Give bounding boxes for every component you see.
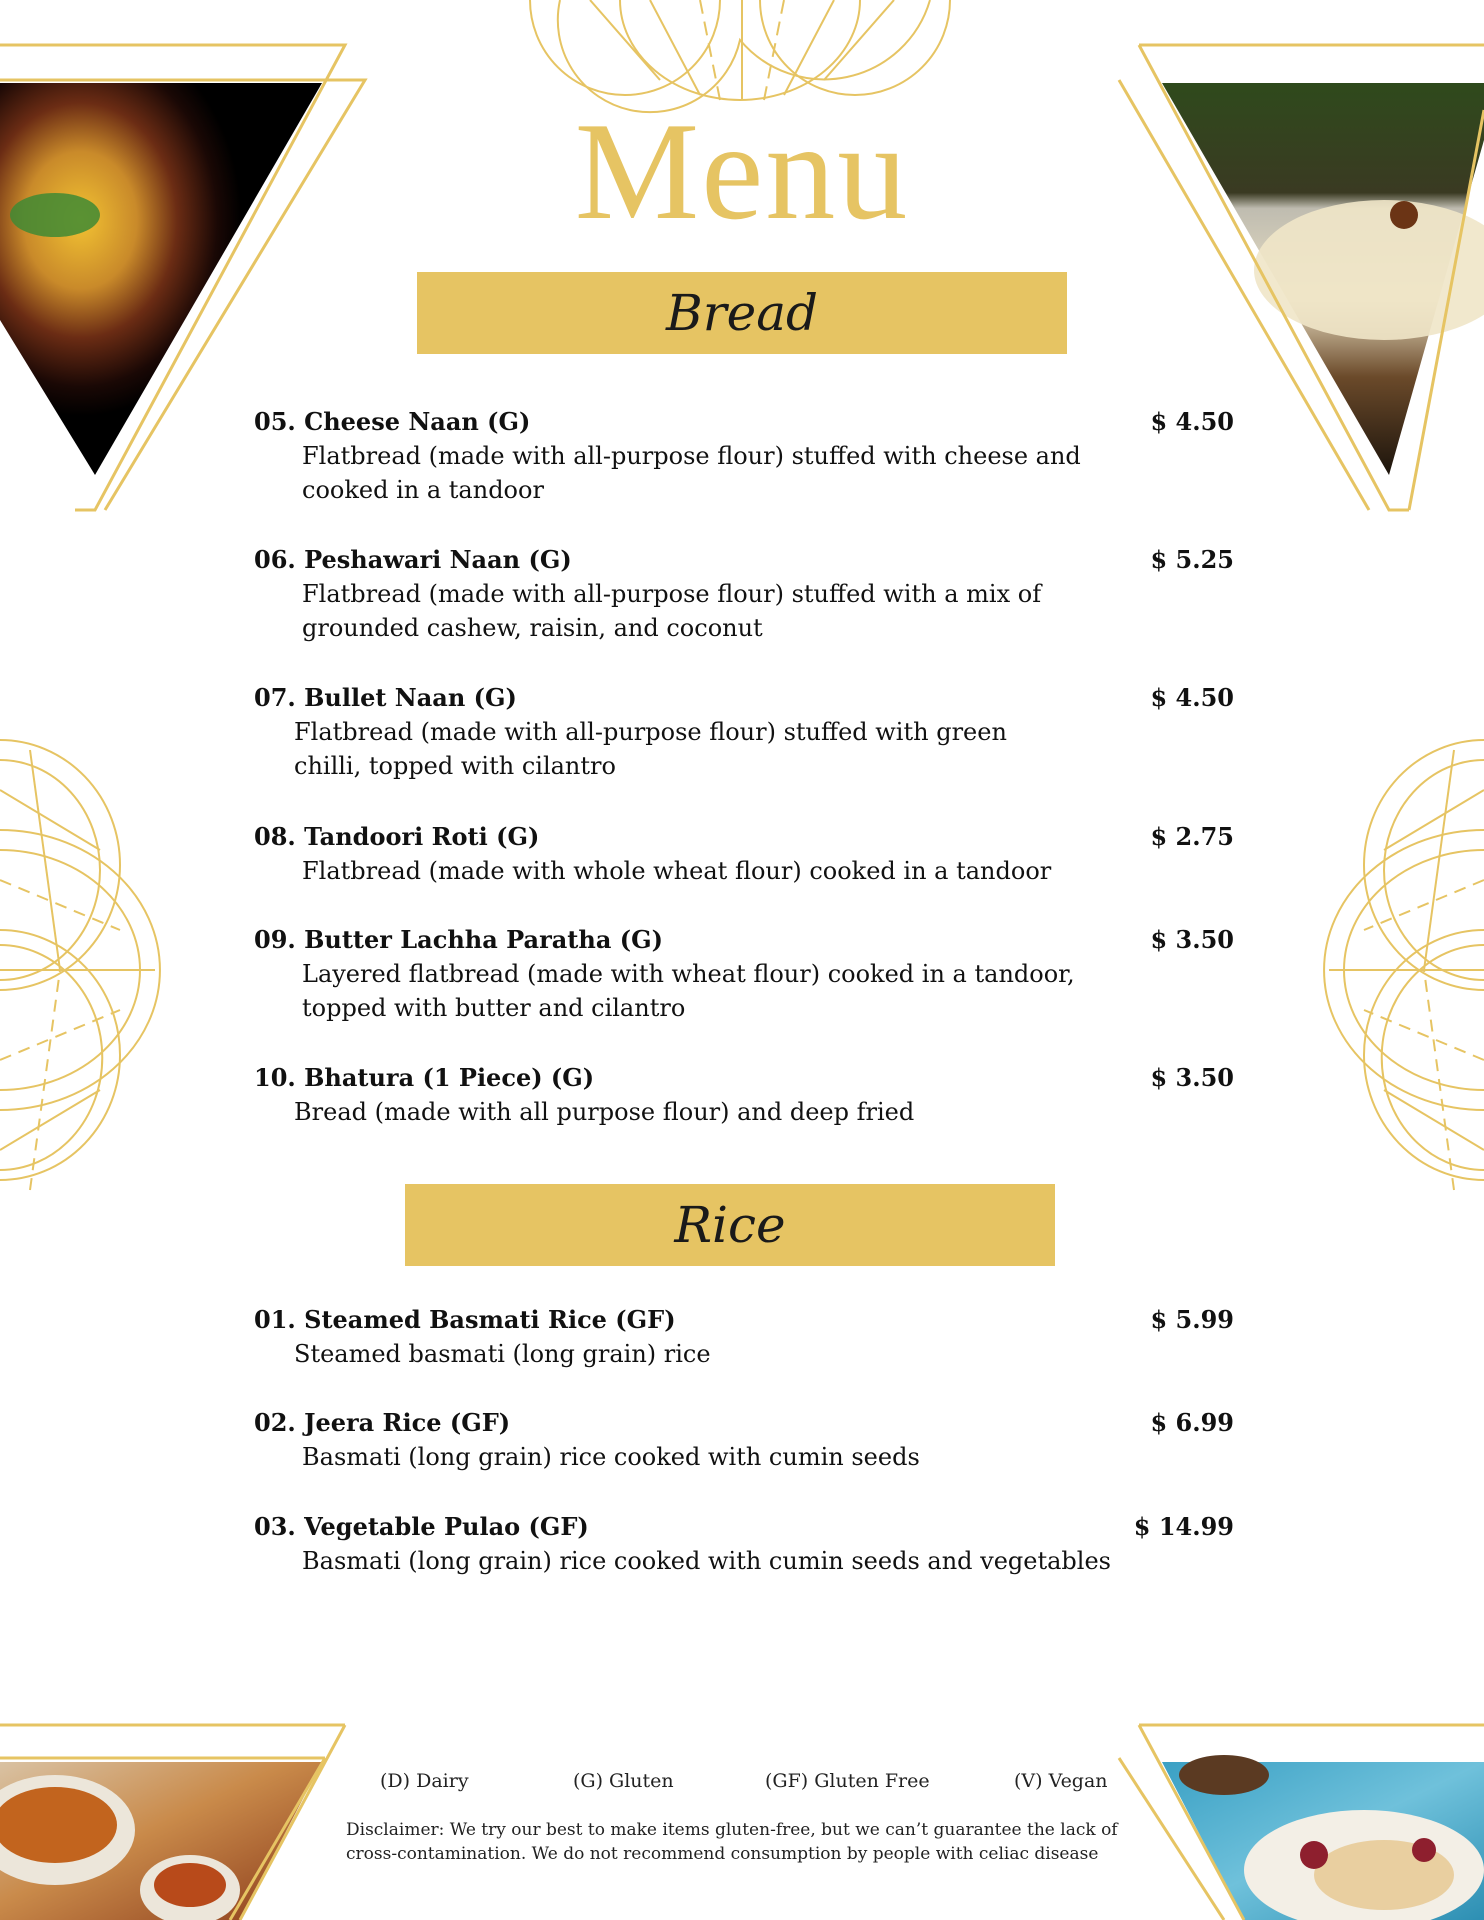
- item-name: 02. Jeera Rice (GF): [254, 1408, 511, 1437]
- section-heading-rice: Rice: [674, 1196, 786, 1254]
- item-price: $ 5.25: [1150, 545, 1234, 574]
- item-description: Flatbread (made with all-purpose flour) stuffed with a mix of grounded cashew, raisin, and coconut: [302, 580, 1042, 642]
- item-description: Steamed basmati (long grain) rice: [294, 1340, 711, 1368]
- item-description: Flatbread (made with all-purpose flour) stuffed with cheese and cooked in a tandoor: [302, 442, 1081, 504]
- menu-item: [254, 1303, 1234, 1371]
- menu-item: [254, 681, 1234, 783]
- item-price: $ 5.99: [1150, 1305, 1234, 1334]
- item-price: $ 2.75: [1150, 822, 1234, 851]
- menu-item: [254, 1061, 1234, 1129]
- mandala-right-ornament: [1314, 730, 1484, 1190]
- menu-item: [254, 923, 1234, 1025]
- item-name: 08. Tandoori Roti (G): [254, 822, 540, 851]
- item-description: Basmati (long grain) rice cooked with cumin seeds: [302, 1443, 920, 1471]
- legend-gluten-free: (GF) Gluten Free: [765, 1770, 930, 1792]
- item-description: Basmati (long grain) rice cooked with cumin seeds and vegetables: [302, 1547, 1111, 1575]
- item-description: Flatbread (made with all-purpose flour) stuffed with green chilli, topped with cilantro: [294, 718, 1007, 780]
- item-price: $ 4.50: [1150, 683, 1234, 712]
- item-description: Flatbread (made with whole wheat flour) cooked in a tandoor: [302, 857, 1052, 885]
- item-price: $ 3.50: [1150, 925, 1234, 954]
- legend-vegan: (V) Vegan: [1014, 1770, 1108, 1792]
- item-name: 01. Steamed Basmati Rice (GF): [254, 1305, 676, 1334]
- item-name: 07. Bullet Naan (G): [254, 683, 517, 712]
- section-banner-rice: [405, 1184, 1055, 1266]
- disclaimer-text: Disclaimer: We try our best to make items gluten-free, but we can’t guarantee the lack of cross-contamination. We do not recommend consumption by people with celiac disease: [346, 1820, 1118, 1864]
- item-name: 03. Vegetable Pulao (GF): [254, 1512, 589, 1541]
- legend-gluten: (G) Gluten: [573, 1770, 674, 1792]
- menu-item: [254, 1406, 1234, 1474]
- item-price: $ 6.99: [1150, 1408, 1234, 1437]
- menu-item: [254, 405, 1234, 507]
- dietary-legend: [340, 1764, 1140, 1798]
- item-price: $ 4.50: [1150, 407, 1234, 436]
- section-heading-bread: Bread: [665, 284, 819, 342]
- curry-photo-triangle: [0, 1720, 380, 1920]
- menu-item: [254, 820, 1234, 888]
- item-price: $ 14.99: [1133, 1512, 1234, 1541]
- mandala-left-ornament: [0, 730, 170, 1190]
- item-description: Bread (made with all purpose flour) and deep fried: [294, 1098, 915, 1126]
- menu-item: [254, 1510, 1234, 1578]
- item-description: Layered flatbread (made with wheat flour) cooked in a tandoor, topped with butter and cilantro: [302, 960, 1075, 1022]
- menu-item: [254, 543, 1234, 645]
- menu-title: Menu: [574, 94, 910, 249]
- section-banner-bread: [417, 272, 1067, 354]
- dessert-photo-triangle: [1104, 1720, 1484, 1920]
- item-price: $ 3.50: [1150, 1063, 1234, 1092]
- item-name: 06. Peshawari Naan (G): [254, 545, 572, 574]
- legend-dairy: (D) Dairy: [380, 1770, 469, 1792]
- item-name: 05. Cheese Naan (G): [254, 407, 531, 436]
- item-name: 09. Butter Lachha Paratha (G): [254, 925, 663, 954]
- item-name: 10. Bhatura (1 Piece) (G): [254, 1063, 595, 1092]
